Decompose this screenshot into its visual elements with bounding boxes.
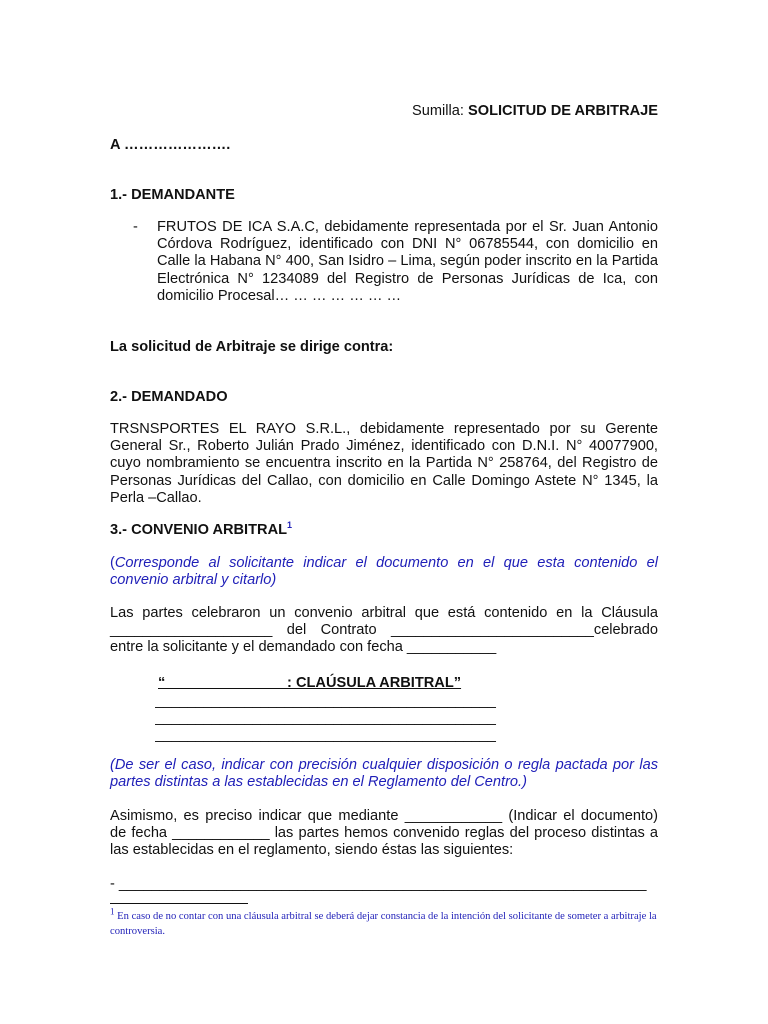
instruction-text: Corresponde al solicitante indicar el documento en el que esta contenido el convenio arbitral y citarlo) <box>110 555 658 589</box>
instruction-open-paren: ( <box>110 555 115 571</box>
convenio-paragraph: Las partes celebraron un convenio arbitral que está contenido en la Cláusula ____________________ del Contrato _________________________celebrado entre la solicitante y el demandado con fecha ___________ <box>110 605 658 656</box>
footnote-number: 1 <box>110 906 115 917</box>
section3-heading-text: 3.- CONVENIO ARBITRAL <box>110 522 288 538</box>
demandado-paragraph: TRSNSPORTES EL RAYO S.R.L., debidamente representado por su Gerente General Sr., Roberto Julián Prado Jiménez, identificado con D.N.I. N° 40077900, cuyo nombramiento se encuentra inscrito en la Partida N° 258764, del Registro de Personas Jurídicas del Callao, con domicilio en Calle Domingo Astete N° 1345, la Perla –Callao. <box>110 421 658 506</box>
contra-line: La solicitud de Arbitraje se dirige contra: <box>110 339 394 355</box>
rules-paragraph: Asimismo, es preciso indicar que mediante ____________ (Indicar el documento) de fecha ____________ las partes hemos convenido reglas del proceso distintas a las establecidas en el reglamento, siendo éstas las siguientes: <box>110 808 658 859</box>
section3-heading <box>110 520 292 540</box>
bullet-dash: - <box>133 219 138 235</box>
section2-heading: 2.- DEMANDADO <box>110 389 228 405</box>
section1-heading: 1.- DEMANDANTE <box>110 187 235 203</box>
clause-blank-line: __________________________________________ <box>155 727 496 743</box>
sumilla-label: Sumilla: <box>412 103 464 119</box>
sumilla-title: SOLICITUD DE ARBITRAJE <box>468 103 658 119</box>
clause-blank-line: __________________________________________ <box>155 693 496 709</box>
instruction2-paragraph: (De ser el caso, indicar con precisión cualquier disposición o regla pactada por las partes distintas a las establecidas en el Reglamento del Centro.) <box>110 757 658 791</box>
addressee: A …………………. <box>110 137 231 153</box>
footnote-ref: 1 <box>287 520 293 531</box>
footnote-text: En caso de no contar con una cláusula arbitral se deberá dejar constancia de la intención del solicitante de someter a arbitraje la controversia. <box>110 911 657 937</box>
clause-title: “_______________: CLAÚSULA ARBITRAL” <box>158 675 462 691</box>
sumilla-line <box>412 101 658 121</box>
clause-blank-line: __________________________________________ <box>155 710 496 726</box>
demandante-paragraph: FRUTOS DE ICA S.A.C, debidamente representada por el Sr. Juan Antonio Córdova Rodríguez, identificado con DNI N° 06785544, con domicilio en Calle la Habana N° 400, San Isidro – Lima, según poder inscrito en la Partida Electrónica N° 1234089 del Registro de Personas Jurídicas de Ica, con domicilio Procesal… … … … … … … <box>157 219 658 304</box>
rules-list-line: - _________________________________________________________________ <box>110 876 647 892</box>
instruction-paragraph <box>110 555 658 589</box>
footnote <box>110 906 658 939</box>
footnote-separator <box>110 903 248 904</box>
